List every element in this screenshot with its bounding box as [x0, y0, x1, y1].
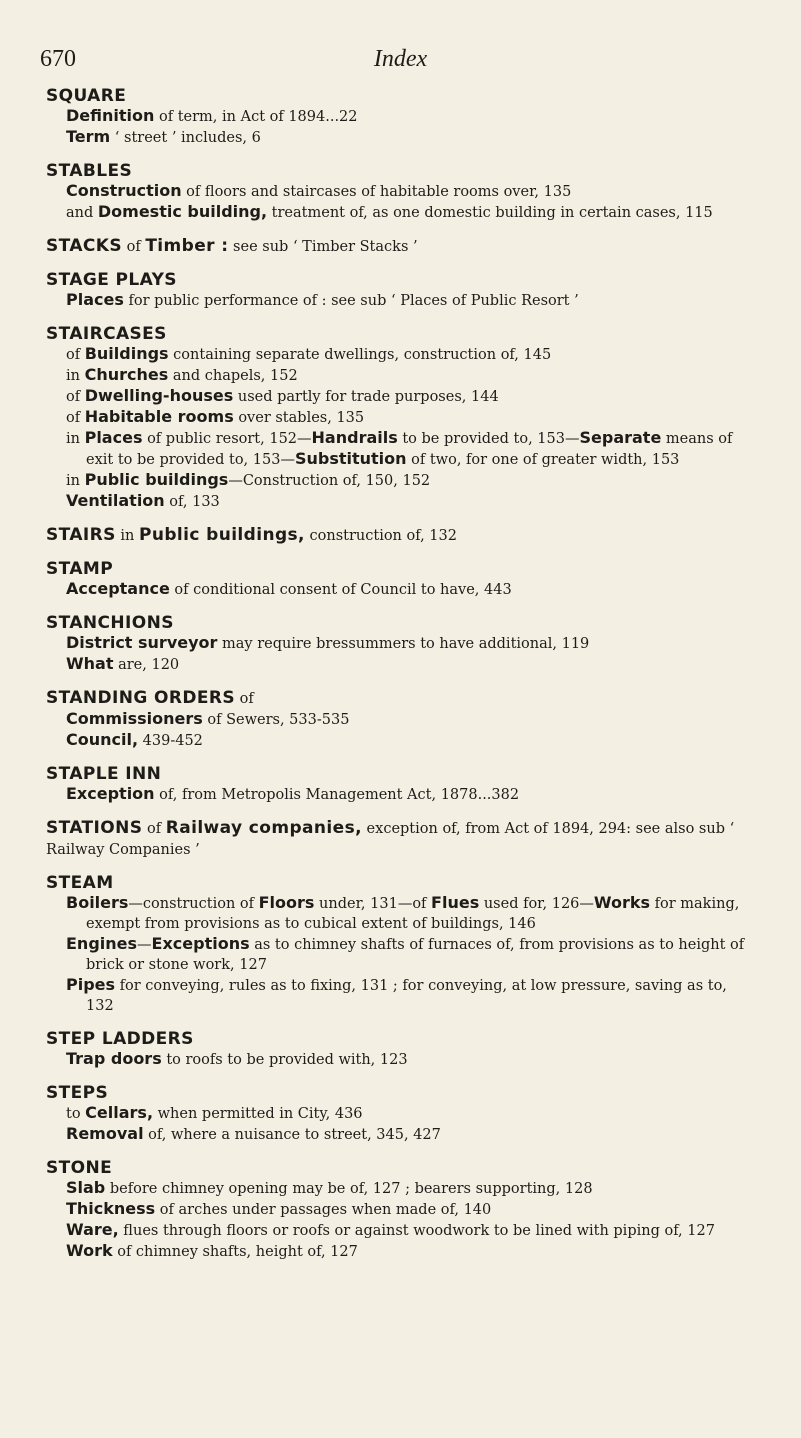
index-text: to roofs to be provided with, 123: [161, 1052, 408, 1068]
index-text: under, 131—of: [314, 896, 432, 912]
index-text: are, 120: [113, 657, 180, 673]
index-text: when permitted in City, 436: [153, 1106, 363, 1122]
index-text: —Construction of, 150, 152: [228, 473, 431, 489]
index-text: of arches under passages when made of, 140: [155, 1202, 492, 1218]
index-subentry: [46, 730, 746, 751]
heading-term: STONE: [46, 1158, 113, 1178]
index-keyword: Work: [66, 1241, 113, 1260]
heading-term: STABLES: [46, 161, 133, 181]
index-heading: [46, 1083, 746, 1103]
index-subentry: [46, 784, 746, 805]
index-subentry: [46, 579, 746, 600]
index-heading: [46, 1158, 746, 1178]
index-keyword: Dwelling-houses: [84, 386, 234, 405]
index-heading: [46, 270, 746, 290]
index-keyword: Construction: [66, 181, 182, 200]
index-keyword: District surveyor: [66, 633, 218, 652]
index-subentry: [46, 654, 746, 675]
index-text: of two, for one of greater width, 153: [406, 452, 680, 468]
index-subentry: [46, 709, 746, 730]
index-keyword: Exceptions: [151, 934, 250, 953]
index-text: before chimney opening may be of, 127 ; bearers supporting, 128: [105, 1181, 593, 1197]
index-entry: [46, 873, 746, 1016]
page-header: [40, 46, 761, 80]
index-subentry: [46, 1103, 746, 1124]
index-subentry: [46, 1124, 746, 1145]
index-text: of: [66, 389, 85, 405]
index-entry: [46, 1158, 746, 1262]
index-subentry: [46, 106, 746, 127]
index-text: of term, in Act of 1894...22: [154, 109, 358, 125]
index-text: to: [66, 1106, 86, 1122]
heading-term: STAIRS: [46, 525, 116, 545]
index-subentry: [46, 344, 746, 365]
index-text: for public performance of : see sub ‘ Places of Public Resort ’: [123, 293, 579, 309]
index-text: flues through floors or roofs or against woodwork to be lined with piping of, 127: [118, 1223, 715, 1239]
index-keyword: Floors: [258, 893, 315, 912]
index-heading: [46, 236, 746, 257]
index-keyword: Pipes: [66, 975, 116, 994]
index-keyword: Council,: [66, 730, 139, 749]
index-keyword: Thickness: [66, 1199, 156, 1218]
index-text: containing separate dwellings, construction of, 145: [168, 347, 552, 363]
index-heading: [46, 688, 746, 709]
index-entry: [46, 559, 746, 600]
index-keyword: Substitution: [294, 449, 407, 468]
index-subentry: [46, 491, 746, 512]
index-text: —: [137, 937, 152, 953]
page-title: Index: [373, 46, 428, 72]
index-text: may require bressummers to have additional, 119: [217, 636, 590, 652]
index-subentry: [46, 181, 746, 202]
heading-term: STAMP: [46, 559, 114, 579]
index-heading: [46, 764, 746, 784]
index-text: and: [66, 205, 98, 221]
index-entry: [46, 86, 746, 148]
heading-term: STACKS: [46, 236, 122, 256]
index-heading: [46, 559, 746, 579]
index-entry: [46, 764, 746, 805]
index-subentry: [46, 1220, 746, 1241]
index-text: of: [66, 410, 85, 426]
index-heading: [46, 818, 746, 860]
index-subentry: [46, 127, 746, 148]
index-heading: [46, 1029, 746, 1049]
index-subentry: [46, 934, 746, 975]
index-text: in: [66, 431, 85, 447]
index-subentry: [46, 407, 746, 428]
index-entry: [46, 270, 746, 311]
index-keyword: Places: [84, 428, 143, 447]
heading-term: STEPS: [46, 1083, 109, 1103]
index-subentry: [46, 202, 746, 223]
heading-term: STEP LADDERS: [46, 1029, 194, 1049]
heading-term: Timber :: [145, 236, 229, 256]
index-entry: [46, 688, 746, 751]
index-text: over stables, 135: [233, 410, 365, 426]
index-subentry: [46, 428, 746, 470]
heading-text: exception of, from Act of 1894, 294: see also sub ‘ Railway Companies ’: [46, 821, 735, 858]
heading-text: of: [142, 821, 166, 837]
index-text: of, 133: [164, 494, 220, 510]
heading-text: of: [235, 691, 254, 707]
index-text: treatment of, as one domestic building in certain cases, 115: [267, 205, 713, 221]
index-text: in: [66, 368, 85, 384]
index-heading: [46, 324, 746, 344]
index-keyword: Buildings: [84, 344, 169, 363]
index-entry: [46, 236, 746, 257]
index-subentry: [46, 290, 746, 311]
index-subentry: [46, 1199, 746, 1220]
index-subentry: [46, 1241, 746, 1262]
index-subentry: [46, 1178, 746, 1199]
index-text: ‘ street ’ includes, 6: [110, 130, 261, 146]
index-text: used partly for trade purposes, 144: [233, 389, 499, 405]
heading-term: STAGE PLAYS: [46, 270, 177, 290]
index-text: of: [66, 347, 85, 363]
index-keyword: Separate: [579, 428, 662, 447]
index-heading: [46, 613, 746, 633]
index-keyword: Term: [66, 127, 111, 146]
index-text: of public resort, 152—: [142, 431, 312, 447]
heading-text: construction of, 132: [304, 528, 457, 544]
index-subentry: [46, 365, 746, 386]
index-text: of, where a nuisance to street, 345, 427: [143, 1127, 441, 1143]
index-keyword: Flues: [431, 893, 480, 912]
index-text: of conditional consent of Council to have, 443: [169, 582, 512, 598]
heading-text: of: [121, 239, 146, 255]
index-keyword: Ware,: [66, 1220, 119, 1239]
index-entry: [46, 1029, 746, 1070]
index-text: and chapels, 152: [168, 368, 298, 384]
index-subentry: [46, 633, 746, 654]
index-keyword: Trap doors: [66, 1049, 162, 1068]
index-keyword: Places: [66, 290, 124, 309]
index-entry: [46, 525, 746, 546]
index-keyword: Exception: [66, 784, 155, 803]
index-heading: [46, 873, 746, 893]
index-entry: [46, 324, 746, 512]
index-keyword: Slab: [66, 1178, 106, 1197]
index-keyword: Definition: [66, 106, 155, 125]
index-keyword: Habitable rooms: [84, 407, 234, 426]
index-keyword: Ventilation: [66, 491, 165, 510]
index-entry: [46, 613, 746, 675]
index-text: 439-452: [138, 733, 203, 749]
index-text: for conveying, rules as to fixing, 131 ; for conveying, at low pressure, saving as to, 132: [86, 978, 727, 1014]
index-entry: [46, 1083, 746, 1145]
index-text: in: [66, 473, 85, 489]
index-keyword: Engines: [66, 934, 138, 953]
heading-term: Public buildings,: [138, 525, 305, 545]
index-keyword: Boilers: [66, 893, 129, 912]
index-keyword: What: [66, 654, 114, 673]
heading-text: see sub ‘ Timber Stacks ’: [228, 239, 418, 255]
index-subentry: [46, 470, 746, 491]
index-entry: [46, 818, 746, 860]
index-heading: [46, 86, 746, 106]
index-text: used for, 126—: [479, 896, 594, 912]
index-text: of, from Metropolis Management Act, 1878...382: [154, 787, 520, 803]
index-text: of floors and staircases of habitable rooms over, 135: [181, 184, 572, 200]
index-keyword: Public buildings: [84, 470, 229, 489]
index-keyword: Domestic building,: [97, 202, 268, 221]
heading-term: STANCHIONS: [46, 613, 174, 633]
heading-term: STATIONS: [46, 818, 143, 838]
index-keyword: Works: [593, 893, 651, 912]
index-text: as to chimney shafts of furnaces of, from provisions as to height of brick or stone work, 127: [86, 937, 745, 973]
index-keyword: Removal: [66, 1124, 144, 1143]
index-text: of Sewers, 533-535: [202, 712, 350, 728]
heading-term: Railway companies,: [165, 818, 362, 838]
index-entry: [46, 161, 746, 223]
heading-term: STANDING ORDERS: [46, 688, 236, 708]
heading-term: STEAM: [46, 873, 114, 893]
index-keyword: Commissioners: [66, 709, 203, 728]
index-keyword: Acceptance: [66, 579, 170, 598]
index-text: of chimney shafts, height of, 127: [112, 1244, 358, 1260]
index-subentry: [46, 893, 746, 934]
index-keyword: Churches: [84, 365, 169, 384]
index-keyword: Handrails: [311, 428, 398, 447]
index-text: means of exit to be provided to, 153—: [86, 431, 733, 468]
index-heading: [46, 525, 746, 546]
index-text: for making, exempt from provisions as to cubical extent of buildings, 146: [86, 896, 740, 932]
index-text: to be provided to, 153—: [397, 431, 580, 447]
heading-term: SQUARE: [46, 86, 127, 106]
index-subentry: [46, 386, 746, 407]
heading-term: STAIRCASES: [46, 324, 167, 344]
index-list: [46, 86, 746, 1275]
index-subentry: [46, 1049, 746, 1070]
index-keyword: Cellars,: [85, 1103, 154, 1122]
heading-text: in: [115, 528, 139, 544]
index-text: —construction of: [128, 896, 259, 912]
index-subentry: [46, 975, 746, 1016]
heading-term: STAPLE INN: [46, 764, 162, 784]
index-heading: [46, 161, 746, 181]
page-number: 670: [40, 46, 76, 72]
